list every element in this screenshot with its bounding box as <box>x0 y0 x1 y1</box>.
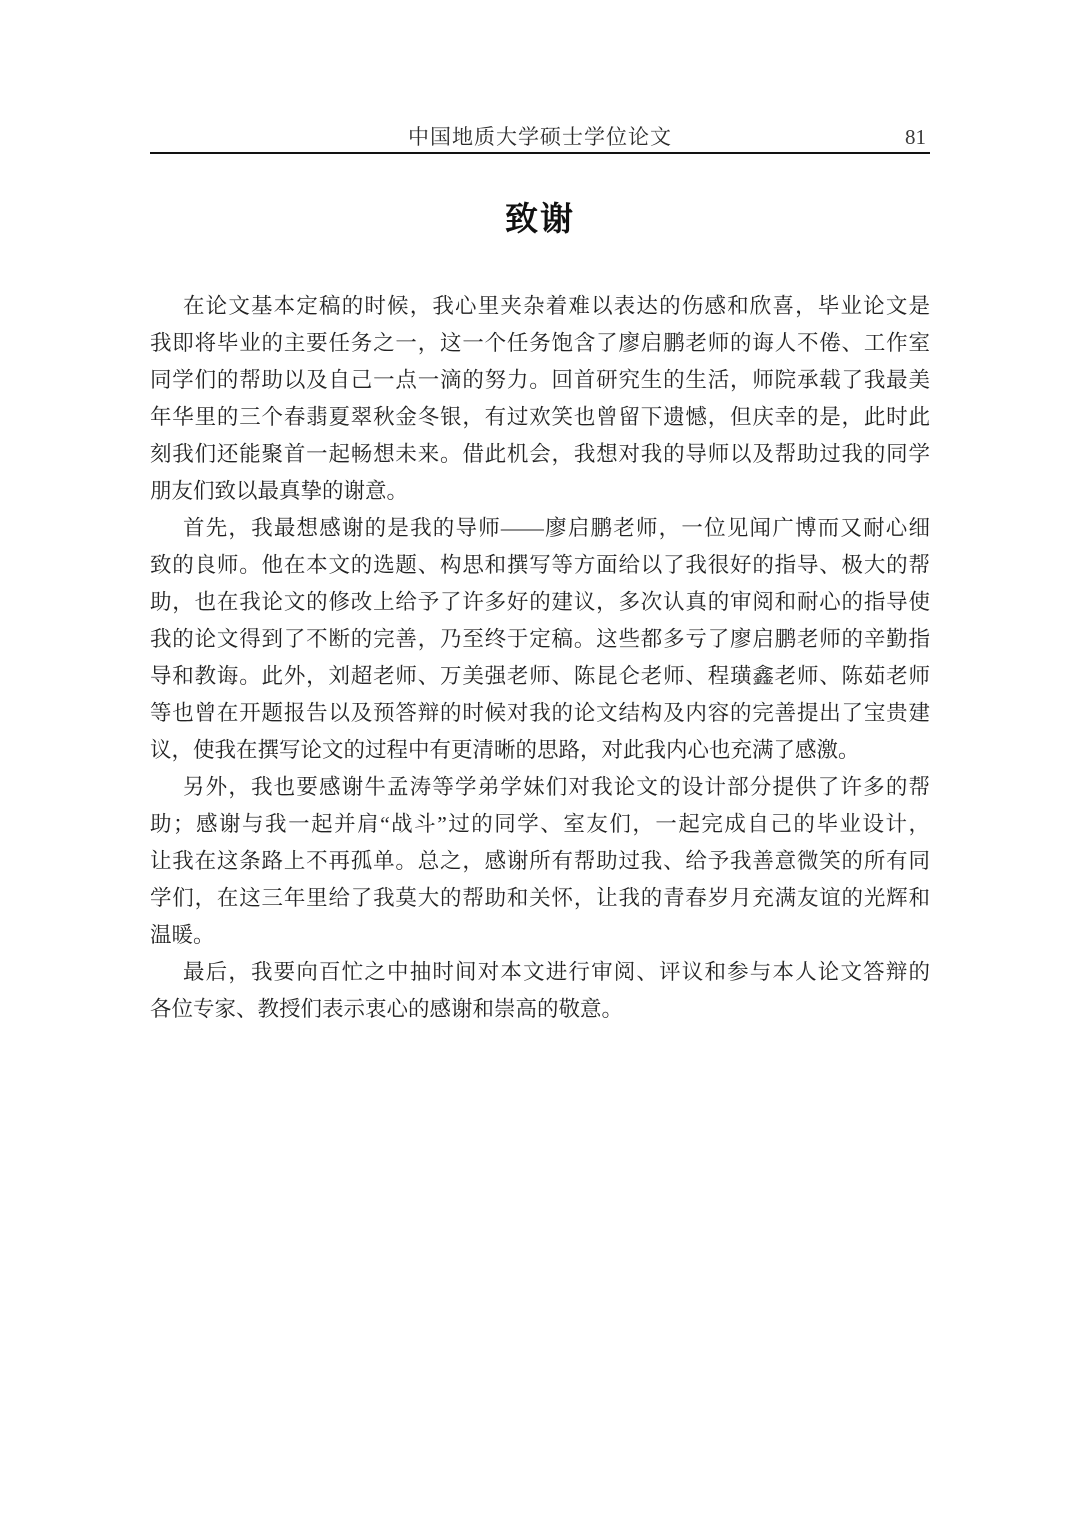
body-paragraphs <box>150 288 930 1028</box>
paragraph-line: 议，使我在撰写论文的过程中有更清晰的思路，对此我内心也充满了感激。 <box>150 738 860 762</box>
paragraph <box>150 510 930 769</box>
page-header <box>150 0 930 152</box>
paragraph-line: 年华里的三个春翡夏翠秋金冬银，有过欢笑也曾留下遗憾，但庆幸的是，此时此 <box>150 405 930 429</box>
page-number: 81 <box>905 125 926 149</box>
paragraph-line: 学们，在这三年里给了我莫大的帮助和关怀，让我的青春岁月充满友谊的光辉和 <box>150 886 930 910</box>
paragraph-line: 在论文基本定稿的时候，我心里夹杂着难以表达的伤感和欣喜，毕业论文是 <box>183 294 930 318</box>
paragraph-line: 让我在这条路上不再孤单。总之，感谢所有帮助过我、给予我善意微笑的所有同 <box>150 849 930 873</box>
paragraph-line: 等也曾在开题报告以及预答辩的时候对我的论文结构及内容的完善提出了宝贵建 <box>150 701 930 725</box>
paragraph-line: 我即将毕业的主要任务之一，这一个任务饱含了廖启鹏老师的诲人不倦、工作室 <box>150 331 930 355</box>
header-rule <box>150 152 930 154</box>
running-head: 中国地质大学硕士学位论文 <box>408 125 672 149</box>
paragraph-line: 同学们的帮助以及自己一点一滴的努力。回首研究生的生活，师院承载了我最美 <box>150 368 930 392</box>
paragraph <box>150 769 930 954</box>
paragraph-line: 导和教诲。此外，刘超老师、万美强老师、陈昆仑老师、程璜鑫老师、陈茹老师 <box>150 664 930 688</box>
paragraph-line: 温暖。 <box>150 923 215 947</box>
paragraph <box>150 954 930 1028</box>
paragraph-line: 最后，我要向百忙之中抽时间对本文进行审阅、评议和参与本人论文答辩的 <box>183 960 930 984</box>
paragraph-line: 朋友们致以最真挚的谢意。 <box>150 479 409 503</box>
section-title: 致谢 <box>505 200 575 237</box>
paragraph-line: 首先，我最想感谢的是我的导师——廖启鹏老师，一位见闻广博而又耐心细 <box>183 516 930 540</box>
paragraph-line: 我的论文得到了不断的完善，乃至终于定稿。这些都多亏了廖启鹏老师的辛勤指 <box>150 627 930 651</box>
paragraph-line: 致的良师。他在本文的选题、构思和撰写等方面给以了我很好的指导、极大的帮 <box>150 553 930 577</box>
paragraph-line: 助，也在我论文的修改上给予了许多好的建议，多次认真的审阅和耐心的指导使 <box>150 590 930 614</box>
paragraph-line: 各位专家、教授们表示衷心的感谢和崇高的敬意。 <box>150 997 624 1021</box>
paragraph-line: 另外，我也要感谢牛孟涛等学弟学妹们对我论文的设计部分提供了许多的帮 <box>183 775 930 799</box>
paragraph <box>150 288 930 510</box>
paragraph-line: 刻我们还能聚首一起畅想未来。借此机会，我想对我的导师以及帮助过我的同学 <box>150 442 930 466</box>
paragraph-line: 助；感谢与我一起并肩“战斗”过的同学、室友们，一起完成自己的毕业设计， <box>150 812 930 836</box>
